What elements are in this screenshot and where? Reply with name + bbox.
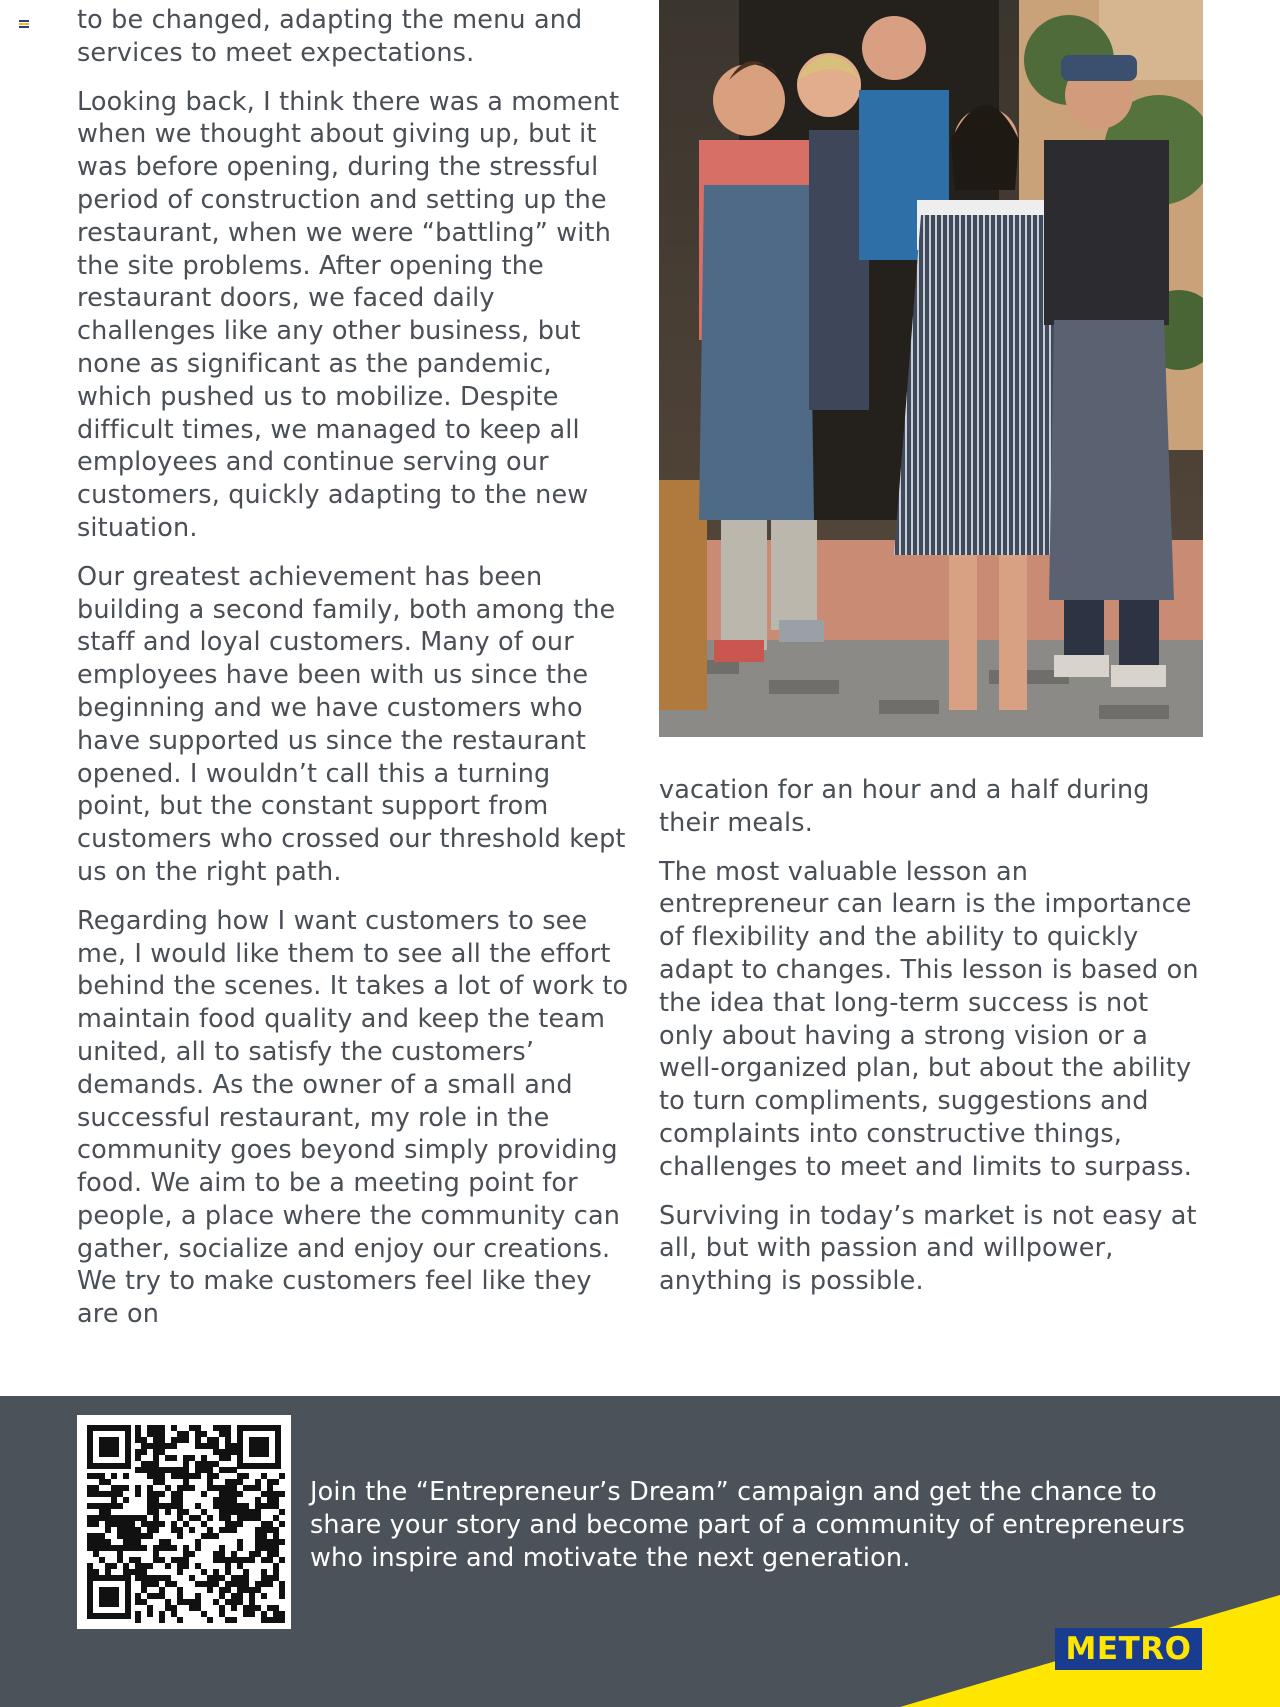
campaign-footer [0, 1396, 1280, 1707]
paragraph: Surviving in today’s market is not easy at all, but with passion and willpower, anything is possible. [659, 1200, 1197, 1297]
article-column-right [659, 774, 1204, 1314]
team-photo [659, 0, 1203, 737]
paragraph: Looking back, I think there was a moment when we thought about giving up, but it was before opening, during the stressful period of construction and setting up the restaurant, when we were “battling” with the site problems. After opening the restaurant doors, we faced daily challenges like any other business, but none as significant as the pandemic, which pushed us to mobilize. Despite difficult times, we managed to keep all employees and continue serving our customers, quickly adapting to the new situation. [77, 86, 620, 543]
paragraph: The most valuable lesson an entrepreneur can learn is the importance of flexibility and the ability to quickly adapt to changes. This lesson is based on the idea that long-term success is not only about having a strong vision or a well-organized plan, but about the ability to turn compliments, suggestions and complaints into constructive things, challenges to meet and limits to surpass. [659, 856, 1199, 1182]
qr-code[interactable] [77, 1415, 291, 1629]
paragraph: to be changed, adapting the menu and services to meet expectations. [77, 5, 583, 68]
menu-icon[interactable] [19, 20, 29, 28]
article-column-left [77, 4, 632, 1347]
paragraph: vacation for an hour and a half during their meals. [659, 775, 1150, 838]
paragraph: Our greatest achievement has been building a second family, both among the staff and loyal customers. Many of our employees have been with us since the beginning and we have customers who have supported us since the restaurant opened. I wouldn’t call this a turning point, but the constant support from customers who crossed our threshold kept us on the right path. [77, 561, 626, 887]
paragraph: Regarding how I want customers to see me, I would like them to see all the effort behind the scenes. It takes a lot of work to maintain food quality and keep the team united, all to satisfy the customers’ demands. As the owner of a small and successful restaurant, my role in the community goes beyond simply providing food. We aim to be a meeting point for people, a place where the community can gather, socialize and enjoy our creations. We try to make customers feel like they are on [77, 905, 629, 1330]
campaign-cta-text: Join the “Entrepreneur’s Dream” campaign and get the chance to share your story and become part of a community of entrepreneurs who inspire and motivate the next generation. [310, 1477, 1186, 1573]
metro-logo: METRO [1055, 1628, 1202, 1670]
